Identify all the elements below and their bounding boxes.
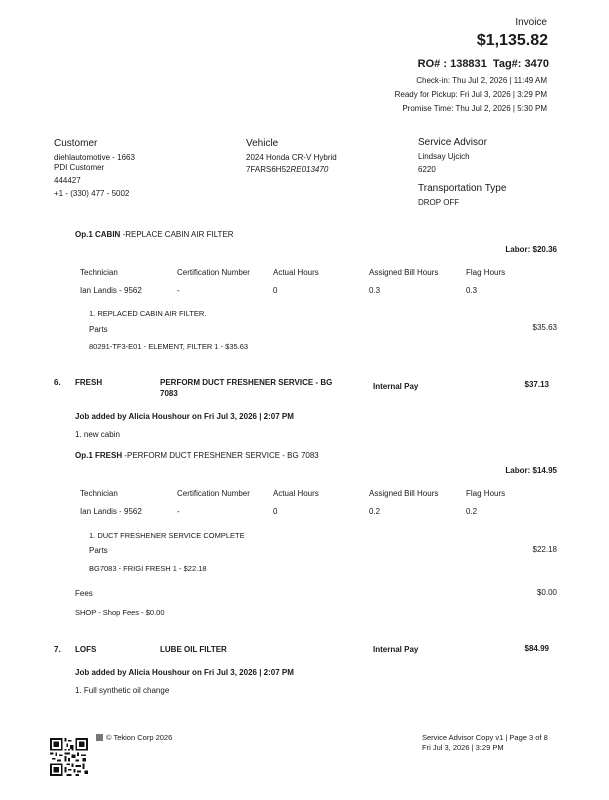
- customer-id: 444427: [54, 176, 81, 185]
- job-title: LUBE OIL FILTER: [160, 645, 227, 654]
- job-code: FRESH: [75, 378, 103, 387]
- job-added-by: Job added by Alicia Houshour on Fri Jul 3, 2026 | 2:07 PM: [75, 412, 294, 421]
- col-assigned-hours: Assigned Bill Hours: [369, 268, 439, 277]
- col-technician: Technician: [80, 268, 118, 277]
- certification-value: -: [177, 286, 180, 295]
- op-description: -PERFORM DUCT FRESHENER SERVICE - BG 7083: [122, 451, 319, 460]
- op-cabin-line: [75, 230, 234, 239]
- col-flag-hours: Flag Hours: [466, 489, 506, 498]
- col-certification: Certification Number: [177, 489, 250, 498]
- flag-hours-value: 0.3: [466, 286, 478, 295]
- job-number: 6.: [54, 378, 61, 387]
- qr-code-icon: [50, 738, 88, 776]
- ro-tag-line: RO# : 138831 Tag#: 3470: [417, 58, 549, 70]
- pay-type: Internal Pay: [373, 382, 419, 391]
- fees-total: $0.00: [536, 588, 557, 597]
- transport-value: DROP OFF: [418, 198, 460, 207]
- job-concern: 1. new cabin: [75, 430, 120, 439]
- assigned-hours-value: 0.2: [369, 507, 381, 516]
- copyright-text: © Tekion Corp 2026: [106, 733, 173, 742]
- col-actual-hours: Actual Hours: [273, 268, 319, 277]
- vehicle-vin: [246, 165, 328, 174]
- labor-cost: Labor: $20.36: [505, 245, 557, 254]
- part-line: 80291-TF3-E01 - ELEMENT, FILTER 1 - $35.63: [89, 342, 249, 351]
- pay-type: Internal Pay: [373, 645, 419, 654]
- fees-label: Fees: [75, 589, 93, 598]
- tag-number: 3470: [524, 58, 549, 70]
- customer-heading: Customer: [54, 138, 98, 149]
- actual-hours-value: 0: [273, 507, 278, 516]
- technician-name: Ian Landis - 9562: [80, 286, 142, 295]
- customer-phone: +1 - (330) 477 - 5002: [54, 189, 130, 198]
- certification-value: -: [177, 507, 180, 516]
- col-actual-hours: Actual Hours: [273, 489, 319, 498]
- job-amount: $84.99: [524, 644, 549, 653]
- job-number: 7.: [54, 645, 61, 654]
- labor-cost: Labor: $14.95: [505, 466, 557, 475]
- technician-name: Ian Landis - 9562: [80, 507, 142, 516]
- document-type: Invoice: [515, 17, 547, 28]
- promise-time: Promise Time: Thu Jul 2, 2026 | 5:30 PM: [402, 104, 547, 113]
- job-amount: $37.13: [524, 380, 549, 389]
- tekion-logo-icon: [96, 734, 103, 741]
- flag-hours-value: 0.2: [466, 507, 478, 516]
- work-note: 1. REPLACED CABIN AIR FILTER.: [89, 309, 207, 318]
- op-description: -REPLACE CABIN AIR FILTER: [120, 230, 234, 239]
- copy-info: Service Advisor Copy v1 | Page 3 of 8: [422, 733, 548, 742]
- op-code: Op.1 CABIN: [75, 230, 121, 239]
- advisor-heading: Service Advisor: [418, 137, 487, 148]
- advisor-name: Lindsay Ujcich: [418, 152, 470, 161]
- vehicle-heading: Vehicle: [246, 138, 279, 149]
- transport-heading: Transportation Type: [418, 183, 507, 194]
- customer-type: PDI Customer: [54, 163, 105, 172]
- job-code: LOFS: [75, 645, 97, 654]
- col-flag-hours: Flag Hours: [466, 268, 506, 277]
- op-code: Op.1 FRESH: [75, 451, 123, 460]
- fee-line: SHOP - Shop Fees - $0.00: [75, 608, 165, 617]
- actual-hours-value: 0: [273, 286, 278, 295]
- op-fresh-line: [75, 451, 319, 460]
- parts-total: $22.18: [532, 545, 557, 554]
- vehicle-model: 2024 Honda CR-V Hybrid: [246, 153, 337, 162]
- print-timestamp: Fri Jul 3, 2026 | 3:29 PM: [422, 743, 504, 752]
- parts-total: $35.63: [532, 323, 557, 332]
- ro-number: 138831: [450, 58, 487, 70]
- col-assigned-hours: Assigned Bill Hours: [369, 489, 439, 498]
- tag-label: Tag#: [492, 58, 518, 70]
- work-note: 1. DUCT FRESHENER SERVICE COMPLETE: [89, 531, 245, 540]
- job-added-by: Job added by Alicia Houshour on Fri Jul 3, 2026 | 2:07 PM: [75, 668, 294, 677]
- vin-suffix: RE013470: [290, 165, 329, 174]
- col-technician: Technician: [80, 489, 118, 498]
- assigned-hours-value: 0.3: [369, 286, 381, 295]
- job-concern: 1. Full synthetic oil change: [75, 686, 170, 695]
- advisor-number: 6220: [418, 165, 436, 174]
- vin-prefix: 7FARS6H52: [246, 165, 291, 174]
- job-title-line1: PERFORM DUCT FRESHENER SERVICE - BG: [160, 378, 333, 387]
- parts-label: Parts: [89, 546, 108, 555]
- job-title-line2: 7083: [160, 389, 178, 398]
- copyright: [96, 733, 172, 742]
- parts-label: Parts: [89, 325, 108, 334]
- part-line: BG7083 - FRIGI FRESH 1 - $22.18: [89, 564, 207, 573]
- customer-name: diehlautomotive - 1663: [54, 153, 135, 162]
- checkin-time: Check-in: Thu Jul 2, 2026 | 11:49 AM: [416, 76, 547, 85]
- invoice-total: $1,135.82: [476, 32, 548, 49]
- ro-label: RO#: [417, 58, 441, 70]
- col-certification: Certification Number: [177, 268, 250, 277]
- ready-time: Ready for Pickup: Fri Jul 3, 2026 | 3:29 PM: [394, 90, 547, 99]
